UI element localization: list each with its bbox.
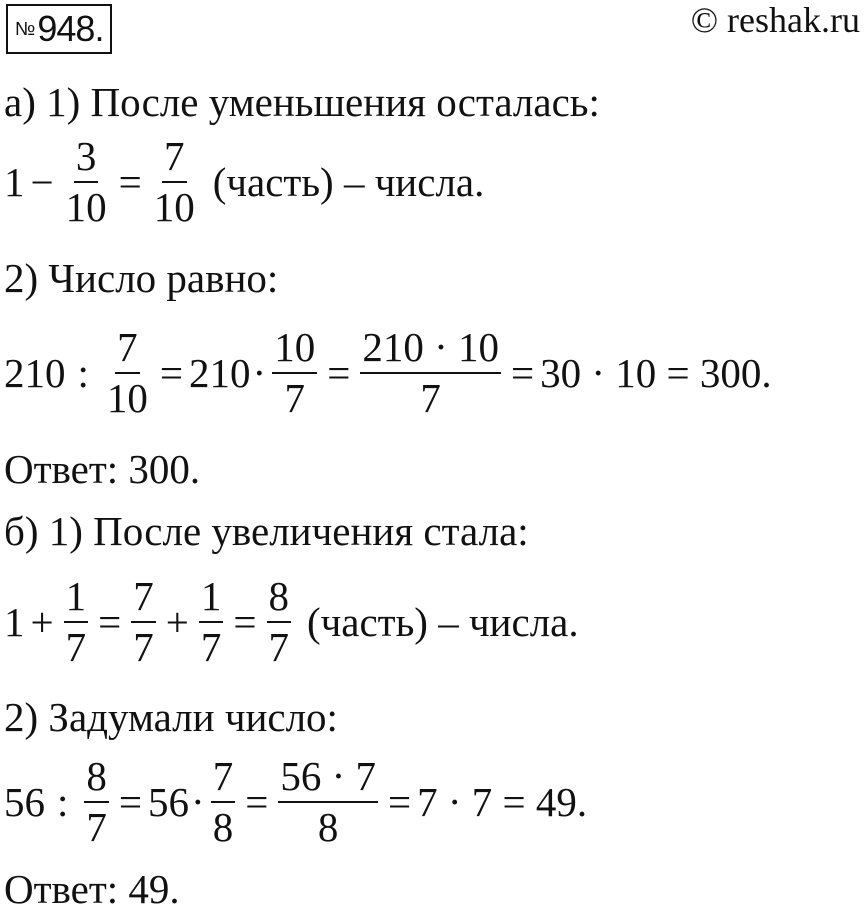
numerator: 210 · 10 [360, 327, 501, 374]
part-a-answer: Ответ: 300. [4, 446, 201, 492]
denominator: 10 [153, 184, 195, 230]
equals-sign: = [159, 350, 184, 396]
numerator: 8 [84, 756, 109, 803]
term: 56 [4, 779, 45, 825]
fraction [360, 324, 501, 421]
denominator: 7 [133, 624, 154, 670]
denominator: 7 [65, 624, 87, 670]
denominator: 10 [65, 184, 107, 230]
watermark: © reshak.ru [690, 0, 860, 40]
plus-sign: + [165, 599, 189, 645]
problem-number: 948. [37, 8, 104, 49]
part-a-equation-2 [4, 323, 772, 423]
equals-sign: = [98, 599, 122, 645]
part-b-equation-1 [4, 572, 579, 672]
equation-tail-text: (часть) – числа. [212, 159, 485, 205]
part-b-step2-heading: 2) Задумали число: [4, 694, 338, 740]
part-b-answer: Ответ: 49. [4, 866, 180, 912]
fraction [105, 324, 150, 421]
equation-tail-text: (часть) – числа. [307, 599, 579, 645]
plus-sign: + [30, 599, 54, 645]
int-term: 1 [4, 599, 25, 645]
part-b-equation-2 [4, 752, 587, 852]
denominator: 7 [268, 624, 289, 670]
numerator: 56 · 7 [278, 756, 378, 803]
part-a-step2-heading: 2) Число равно: [4, 255, 279, 301]
fraction [267, 573, 292, 670]
denominator: 8 [212, 804, 234, 850]
term: 210 [189, 350, 251, 396]
numerator: 3 [74, 136, 99, 183]
numerator: 7 [211, 756, 236, 803]
part-a-step1-heading: а) 1) После уменьшения осталась: [4, 79, 600, 125]
numerator: 1 [64, 576, 89, 623]
multiply-dot: · [191, 779, 205, 825]
equation-tail-text: 30 · 10 = 300. [540, 350, 772, 396]
fraction [84, 753, 109, 850]
fraction [131, 573, 156, 670]
numerator: 7 [131, 576, 156, 623]
denominator: 10 [106, 375, 148, 421]
numerator: 7 [162, 136, 187, 183]
equals-sign: = [118, 159, 142, 205]
numerator: 10 [272, 327, 317, 374]
denominator: 8 [317, 804, 339, 850]
numerator: 8 [267, 576, 292, 623]
equals-sign: = [510, 350, 535, 396]
fraction [211, 753, 236, 850]
equals-sign: = [118, 779, 143, 825]
fraction [272, 324, 317, 421]
number-sign: № [15, 18, 35, 40]
minus-sign: − [30, 159, 54, 205]
equals-sign: = [387, 779, 412, 825]
problem-number-badge [6, 4, 112, 54]
fraction [199, 573, 224, 670]
equals-sign: = [233, 599, 257, 645]
division-sign: : [57, 779, 69, 825]
division-sign: : [77, 350, 89, 396]
denominator: 7 [284, 375, 305, 421]
term: 56 [148, 779, 190, 825]
part-a-equation-1 [4, 132, 484, 232]
part-b-step1-heading: б) 1) После увеличения стала: [4, 508, 529, 554]
denominator: 7 [86, 804, 107, 850]
numerator: 1 [199, 576, 224, 623]
numerator: 7 [115, 327, 140, 374]
denominator: 7 [420, 375, 441, 421]
term: 210 [4, 350, 66, 396]
int-term: 1 [4, 159, 25, 205]
fraction [152, 133, 197, 230]
equals-sign: = [327, 350, 351, 396]
fraction [64, 573, 89, 670]
multiply-dot: · [252, 350, 267, 396]
fraction [278, 753, 378, 850]
equals-sign: = [245, 779, 269, 825]
equation-tail-text: 7 · 7 = 49. [417, 779, 588, 825]
denominator: 7 [200, 624, 222, 670]
fraction [64, 133, 109, 230]
